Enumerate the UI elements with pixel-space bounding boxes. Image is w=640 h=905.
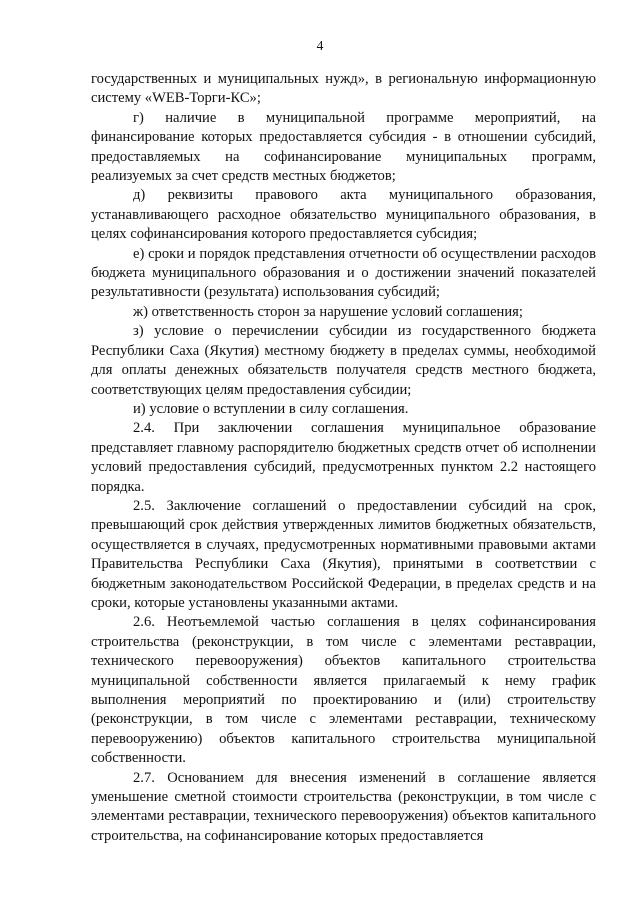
list-item-i: и) условие о вступлении в силу соглашения.	[133, 400, 409, 417]
list-item-d: д) реквизиты правового акта муниципального образования, устанавливающего расходное обязательство муниципального образования, в целях софинансирования которого предоставляется субсидия;	[91, 187, 596, 243]
list-item-z: з) условие о перечислении субсидии из государственного бюджета Республики Саха (Якутия) местному бюджету в пределах суммы, необходимой для оплаты денежных обязательств получателя средств местного бюджета, соответствующих целям предоставления субсидии;	[91, 323, 596, 398]
clause-2-5: 2.5. Заключение соглашений о предоставлении субсидий на срок, превышающий срок действия утвержденных лимитов бюджетных обязательств, осуществляется в случаях, предусмотренных нормативными правовыми актами Правительства Республики Саха (Якутия), принятыми в соответствии с бюджетным законодательством Российской Федерации, в пределах средств и на сроки, которые установлены указанными актами.	[91, 497, 596, 611]
list-item-g: г) наличие в муниципальной программе мероприятий, на финансирование которых предоставляется субсидия - в отношении субсидий, предоставляемых на софинансирование муниципальных программ, реализуемых за счет средств местных бюджетов;	[91, 109, 596, 185]
document-body	[91, 70, 596, 846]
page-number: 4	[316, 38, 324, 53]
clause-2-6: 2.6. Неотъемлемой частью соглашения в целях софинансирования строительства (реконструкции, в том числе с элементами реставрации, технического перевооружения) объектов капитального строительства муниципальной собственности является прилагаемый к нему график выполнения мероприятий по проектированию и (или) строительству (реконструкции, в том числе с элементами реставрации, техническому перевооружению) объектов капитального строительства муниципальной собственности.	[91, 614, 596, 767]
paragraph-continuation: государственных и муниципальных нужд», в региональную информационную систему «WEB-Торги-КС»;	[91, 71, 596, 107]
list-item-zh: ж) ответственность сторон за нарушение условий соглашения;	[133, 303, 523, 320]
list-item-e: е) сроки и порядок представления отчетности об осуществлении расходов бюджета муниципального образования и о достижении значений показателей результативности (результата) использования субсидий;	[91, 245, 596, 301]
clause-2-4: 2.4. При заключении соглашения муниципальное образование представляет главному распорядителю бюджетных средств отчет об исполнении условий предоставления субсидий, предусмотренных пунктом 2.2 настоящего порядка.	[91, 420, 596, 495]
clause-2-7: 2.7. Основанием для внесения изменений в соглашение является уменьшение сметной стоимости строительства (реконструкции, в том числе с элементами реставрации, технического перевооружения) объектов капитального строительства, на софинансирование которых предоставляется	[91, 769, 596, 844]
